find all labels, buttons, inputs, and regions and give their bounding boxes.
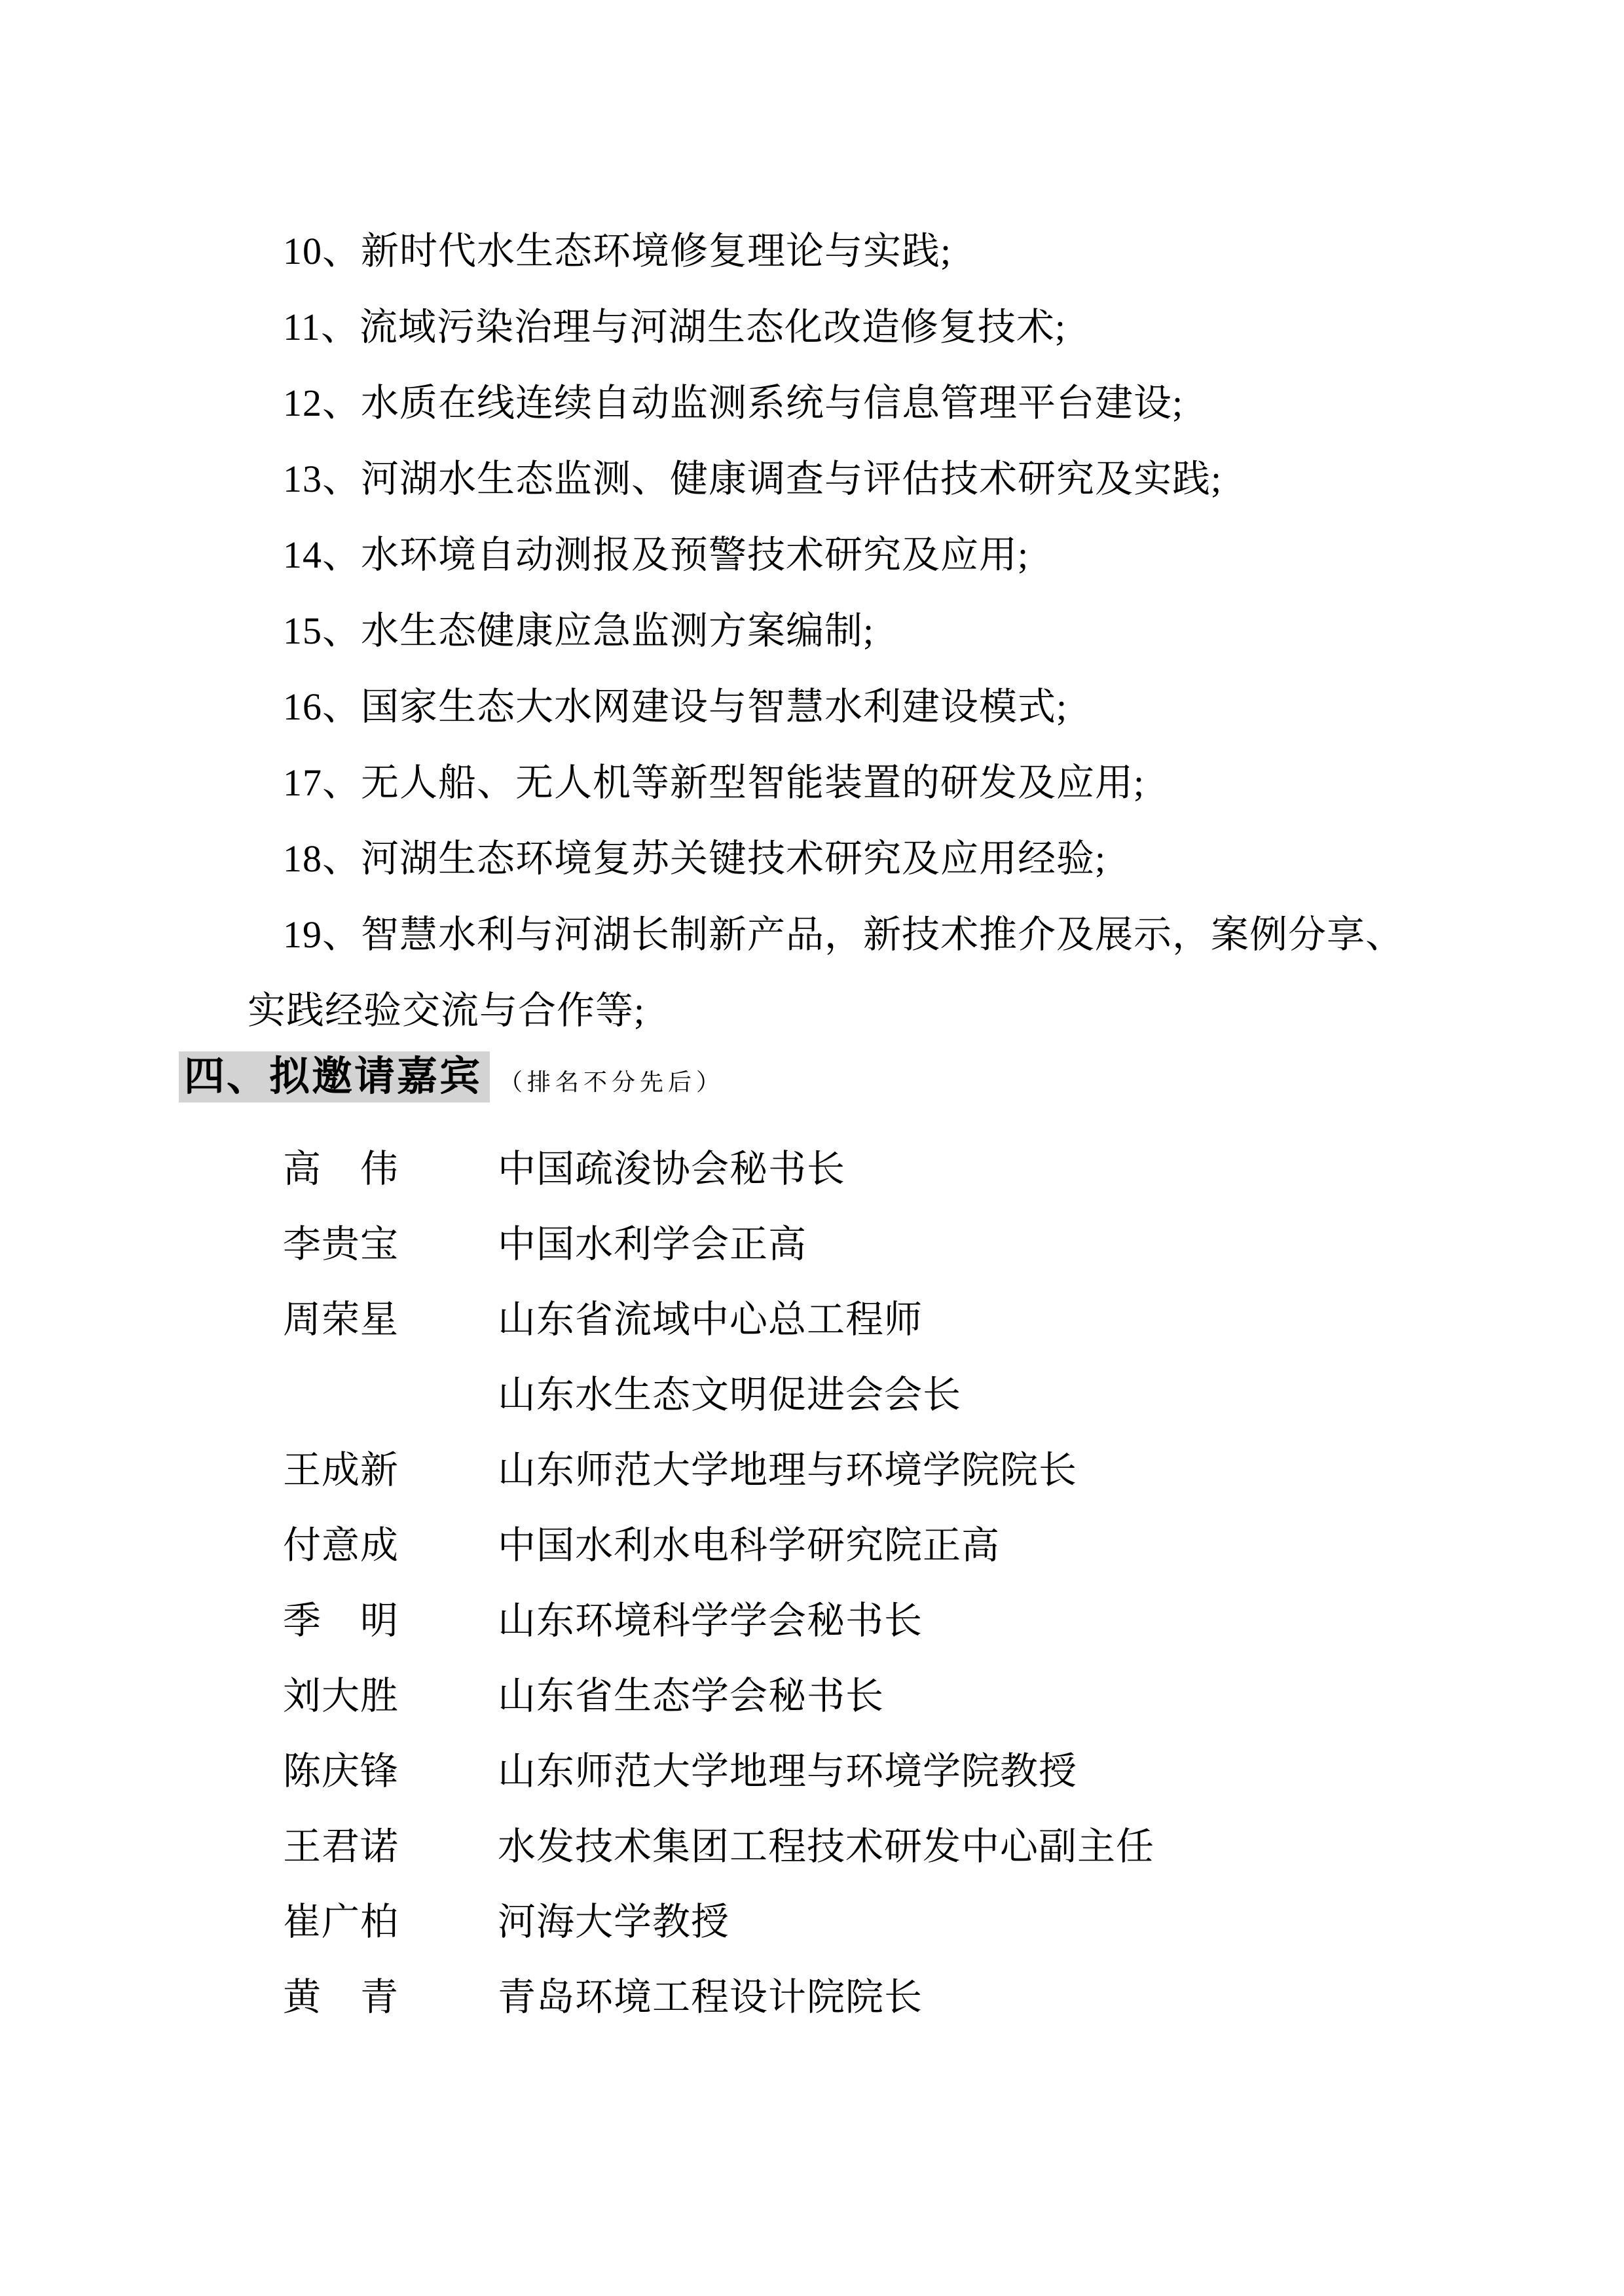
guest-title: 山东水生态文明促进会会长 <box>498 1374 962 1416</box>
guest-name: 王君诺 <box>283 1825 399 1868</box>
guest-name: 崔广柏 <box>283 1901 399 1943</box>
guest-title: 山东省生态学会秘书长 <box>498 1675 885 1717</box>
guest-name: 周荣星 <box>283 1298 399 1341</box>
topic-item: 12、水质在线连续自动监测系统与信息管理平台建设; <box>283 382 1184 424</box>
guest-title: 中国水利学会正高 <box>498 1223 807 1266</box>
guest-row <box>0 1357 1624 1432</box>
guest-name: 李贵宝 <box>283 1223 399 1266</box>
guest-title: 山东师范大学地理与环境学院教授 <box>498 1750 1078 1793</box>
topic-item: 15、水生态健康应急监测方案编制; <box>283 610 875 652</box>
section-heading: 四、拟邀请嘉宾 <box>179 1051 490 1102</box>
guest-name: 高 伟 <box>283 1148 399 1190</box>
topic-item: 13、河湖水生态监测、健康调查与评估技术研究及实践; <box>283 458 1223 500</box>
guest-name: 黄 青 <box>283 1976 399 2018</box>
guest-row <box>0 1432 1624 1508</box>
guest-title: 中国疏浚协会秘书长 <box>498 1148 846 1190</box>
guest-list <box>0 1131 1624 2035</box>
guest-title: 中国水利水电科学研究院正高 <box>498 1524 1001 1567</box>
guest-row <box>0 1658 1624 1734</box>
section-heading-row <box>179 1051 724 1102</box>
guest-row <box>0 1734 1624 1809</box>
topics-continuation-wrap <box>0 973 1624 1049</box>
guest-name: 付意成 <box>283 1524 399 1567</box>
section-heading-note: （排名不分先后） <box>499 1069 725 1095</box>
topic-item: 10、新时代水生态环境修复理论与实践; <box>283 230 952 272</box>
guest-row <box>0 1282 1624 1357</box>
guest-name: 王成新 <box>283 1449 399 1491</box>
topics-list <box>0 213 1624 973</box>
topic-item: 16、国家生态大水网建设与智慧水利建设模式; <box>283 685 1068 728</box>
guest-name: 季 明 <box>283 1599 399 1642</box>
guest-title: 山东师范大学地理与环境学院院长 <box>498 1449 1078 1491</box>
topic-item: 14、水环境自动测报及预警技术研究及应用; <box>283 534 1029 576</box>
guest-row <box>0 1131 1624 1207</box>
topic-item: 18、河湖生态环境复苏关键技术研究及应用经验; <box>283 837 1107 880</box>
guest-row <box>0 1207 1624 1282</box>
guest-title: 山东省流域中心总工程师 <box>498 1298 923 1341</box>
guest-title: 河海大学教授 <box>498 1901 730 1943</box>
guest-row <box>0 1583 1624 1658</box>
guest-row <box>0 1809 1624 1884</box>
guest-row <box>0 1508 1624 1583</box>
guest-title: 青岛环境工程设计院院长 <box>498 1976 923 2018</box>
guest-title: 山东环境科学学会秘书长 <box>498 1599 923 1642</box>
guest-name: 陈庆锋 <box>283 1750 399 1793</box>
topic-item: 11、流域污染治理与河湖生态化改造修复技术; <box>283 306 1066 348</box>
topic-item: 19、智慧水利与河湖长制新产品，新技术推介及展示，案例分享、 <box>283 913 1405 956</box>
guest-row <box>0 1959 1624 2035</box>
topic-item-19-continuation: 实践经验交流与合作等; <box>248 989 646 1032</box>
topic-item: 17、无人船、无人机等新型智能装置的研发及应用; <box>283 761 1145 804</box>
guest-name: 刘大胜 <box>283 1675 399 1717</box>
guest-row <box>0 1884 1624 1959</box>
guest-title: 水发技术集团工程技术研发中心副主任 <box>498 1825 1155 1868</box>
